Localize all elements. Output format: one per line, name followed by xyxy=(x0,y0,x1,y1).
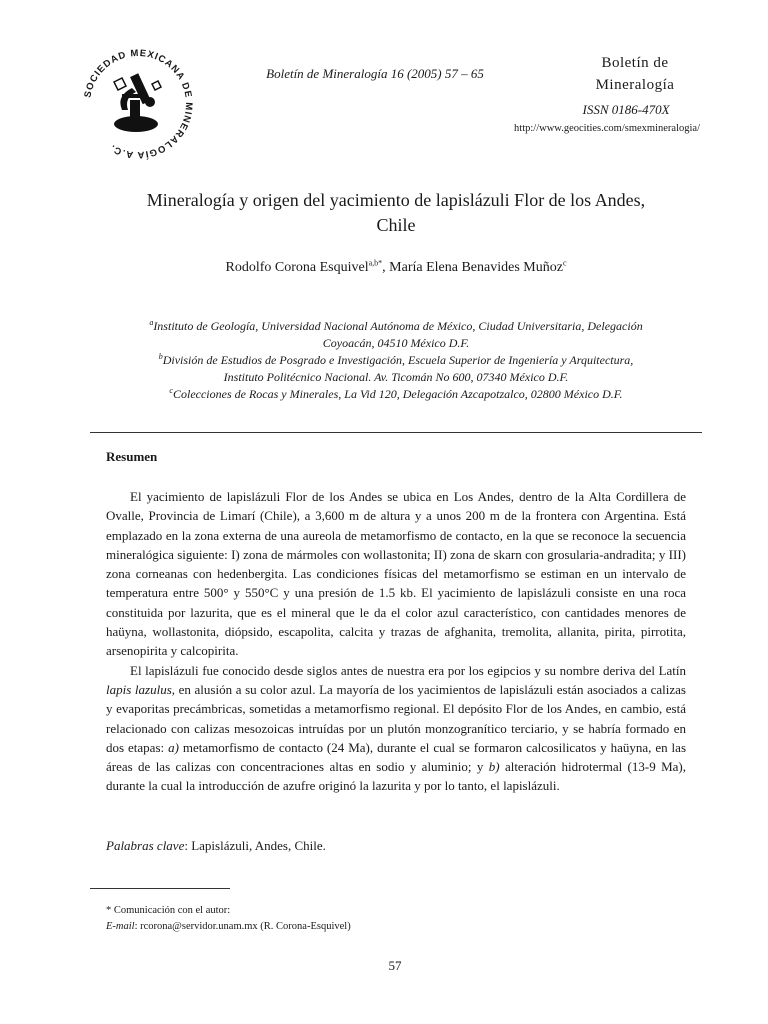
affiliation-line: $^c$Colecciones de Rocas y Minerales, La Vid 120, Delegación Azcapotzalco, 02800 México D.F. xyxy=(169,386,623,401)
journal-name xyxy=(560,52,710,96)
journal-url[interactable]: http://www.geocities.com/smexmineralogia/ xyxy=(514,123,700,134)
footnote xyxy=(106,903,351,935)
section-divider xyxy=(90,432,702,433)
abstract-body xyxy=(106,487,686,796)
keywords xyxy=(106,838,326,854)
abstract-paragraph-2: El lapislázuli fue conocido desde siglos antes de nuestra era por los egipcios y su nombre deriva del Latín lapis lazulus, en alusión a su color azul. La mayoría de los yacimientos de lapislázuli están asociados a calizas y evaporitas precámbricas, sometidas a metamorfismo regional. El depósito Flor de los Andes, en cambio, está relacionado con calizas mesozoicas intruídas por un plutón monzogranítico terciario, y se habría formado en dos etapas: a) metamorfismo de contacto (24 Ma), durante el cual se formaron calcosilicatos y haüyna, en las áreas de las calizas con concentraciones altas en sodio y aluminio; y b) alteración hidrotermal (13-9 Ma), durante la cual la introducción de azufre originó la lazurita y por lo tanto, el lapislázuli. xyxy=(106,662,686,794)
microscope-icon xyxy=(114,73,158,132)
article-title xyxy=(90,188,702,238)
abstract-heading: Resumen xyxy=(106,449,158,464)
author-separator: , xyxy=(382,260,390,275)
authors xyxy=(90,260,702,276)
issn: ISSN 0186-470X xyxy=(582,102,670,117)
keywords-label: Palabras clave xyxy=(106,838,185,853)
affiliation-line: Coyoacán, 04510 México D.F. xyxy=(322,336,470,350)
title-line-2: Chile xyxy=(376,215,416,235)
journal-citation: Boletín de Mineralogía 16 (2005) 57 – 65 xyxy=(266,66,484,81)
abstract-paragraph-1: El yacimiento de lapislázuli Flor de los Andes se ubica en Los Andes, dentro de la Alta Cordillera de Ovalle, Provincia de Limarí (Chile), a 3,600 m de altura y a unos 200 m de la frontera con Argentina. Está emplazado en la zona externa de una aureola de metamorfismo de contacto, en la que se reconoce la secuencia mineralógica siguiente: I) zona de mármoles con wollastonita; II) zona de skarn con grosularia-andradita; y III) zona corneanas con hedenbergita. Las condiciones físicas del metamorfismo se estiman en un intervalo de temperatura entre 500° y 550°C y una presión de 1.5 kb. El yacimiento de lapislázuli consiste en una roca constituida por lazurita, que es el mineral que le da el color azul característico, con cantidades menores de haüyna, wollastonita, diópsido, escapolita, calcita y trazas de afghanita, tremolita, allanita, pirita, pirrotita, arsenopirita y calcopirita. xyxy=(106,489,686,659)
affiliation-line: Instituto Politécnico Nacional. Av. Ticomán No 600, 07340 México D.F. xyxy=(223,370,569,384)
logo-ring-text: SOCIEDAD MEXICANA DE MINERALOGÍA A.C. xyxy=(82,47,195,161)
author-2: María Elena Benavides Muñoz xyxy=(389,260,563,275)
affiliations xyxy=(90,318,702,403)
author-1-affil: a,b* xyxy=(368,258,383,268)
keywords-text: : Lapislázuli, Andes, Chile. xyxy=(184,838,326,853)
society-logo xyxy=(78,44,198,164)
author-2-affil: c xyxy=(562,258,567,268)
page-number: 57 xyxy=(388,958,402,973)
affiliation-line: $^b$División de Estudios de Posgrado e Investigación, Escuela Superior de Ingeniería y Arquitectura, xyxy=(158,352,634,367)
affiliation-line: $^a$Instituto de Geología, Universidad Nacional Autónoma de México, Ciudad Universitaria, Delegación xyxy=(149,318,643,333)
journal-name-line2: Mineralogía xyxy=(595,77,675,93)
footnote-email: E-mail: rcorona@servidor.unam.mx (R. Corona-Esquivel) xyxy=(106,921,351,932)
journal-name-line1: Boletín de xyxy=(601,55,669,71)
footnote-line-1: * Comunicación con el autor: xyxy=(106,905,231,916)
title-line-1: Mineralogía y origen del yacimiento de lapislázuli Flor de los Andes, xyxy=(146,190,646,210)
author-1: Rodolfo Corona Esquivel xyxy=(225,260,369,275)
footnote-divider xyxy=(90,888,230,889)
